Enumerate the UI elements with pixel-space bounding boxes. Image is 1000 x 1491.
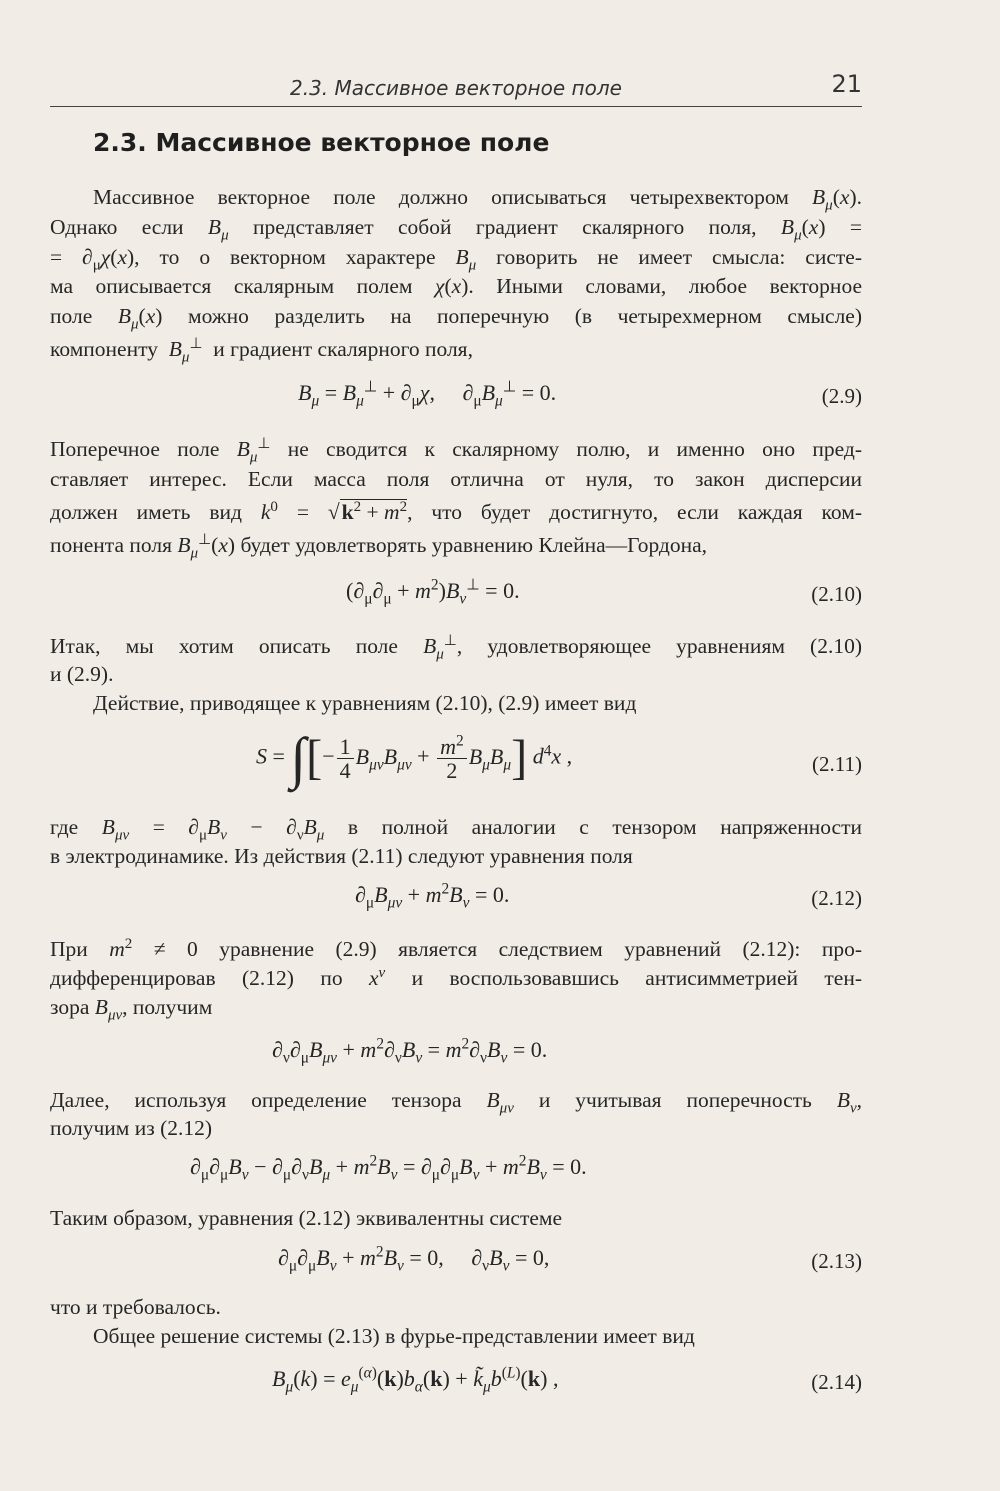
equation-2-10-formula: $(\partial_\mu\partial_\mu + m^2)B_\nu^\perp = 0$. <box>346 576 520 608</box>
equation-2-13 <box>50 1245 862 1285</box>
header-rule <box>50 106 862 107</box>
para2-line4: понента поля $B_\mu^\perp(x)$ будет удовлетворять уравнению Клейна—Гордона, <box>50 531 708 562</box>
para5-line1: где $B_{\mu\nu} = \partial_\mu B_\nu - \partial_\nu B_\mu$ в полной аналогии с тензором напряженности <box>50 815 862 844</box>
para1-line2: Однако если $B_\mu$ представляет собой градиент скалярного поля, $B_\mu(x)$ = <box>50 215 862 244</box>
para2-line1: Поперечное поле $B_\mu^\perp$ не сводится к скалярному полю, и именно оно пред- <box>50 435 863 466</box>
equation-number: (2.11) <box>812 752 862 776</box>
para2-line2: ставляет интерес. Если масса поля отлична от нуля, то закон дисперсии <box>50 467 862 491</box>
running-title: 2.3. Массивное векторное поле <box>290 76 622 100</box>
equation-2-12-formula: $\partial_\mu B_{\mu\nu} + m^2B_\nu = 0$. <box>355 880 510 912</box>
para1-line3: = $\partial_\mu\chi(x)$, то о векторном характере $B_\mu$ говорить не имеет смысла: систе- <box>50 245 862 274</box>
equation-2-11 <box>50 727 862 800</box>
equation-number: (2.9) <box>821 384 862 408</box>
equation-unnumbered-2-formula: $\partial_\mu\partial_\mu B_\nu - \partial_\mu\partial_\nu B_\mu + m^2B_\nu = \partial_\mu\partial_\mu B_\nu + m^2B_\nu = 0$. <box>190 1152 587 1184</box>
equation-unnumbered-1-formula: $\partial_\nu\partial_\mu B_{\mu\nu} + m^2\partial_\nu B_\nu = m^2\partial_\nu B_\nu = 0$. <box>272 1035 548 1067</box>
para2-line3: должен иметь вид $k^0 = √k^2 + m^2$, что будет достигнуто, если каждая ком- <box>50 498 862 524</box>
para1-line5: поле $B_\mu(x)$ можно разделить на поперечную (в четырехмерном смысле) <box>50 304 863 333</box>
para6-line3: зора $B_{\mu\nu}$, получим <box>50 995 213 1024</box>
equation-unnumbered-2 <box>50 1154 862 1194</box>
para9-line1: что и требовалось. <box>50 1295 221 1319</box>
para6-line2: дифференцировав (2.12) по $x^\nu$ и воспользовавшись антисимметрией тен- <box>50 964 863 990</box>
equation-2-9 <box>50 380 862 420</box>
para9-line2: Общее решение системы (2.13) в фурье-представлении имеет вид <box>93 1324 695 1348</box>
equation-unnumbered-1 <box>50 1037 862 1077</box>
para7-line1: Далее, используя определение тензора $B_{\mu\nu}$ и учитывая поперечность $B_\nu$, <box>50 1088 863 1117</box>
equation-number: (2.10) <box>811 582 862 606</box>
equation-2-10 <box>50 578 862 618</box>
equation-number: (2.13) <box>811 1249 862 1273</box>
equation-number: (2.12) <box>811 886 862 910</box>
section-title: 2.3. Массивное векторное поле <box>93 128 550 157</box>
equation-2-12 <box>50 882 862 922</box>
page-number: 21 <box>831 70 862 98</box>
equation-2-14-formula: $B_\mu(k) = e_\mu^{(\alpha)}(k)b_\alpha(k)$ + $k̃_\mu b^{(L)}(k)$ , <box>272 1364 559 1396</box>
para7-line2: получим из (2.12) <box>50 1116 213 1140</box>
equation-2-11-formula: S = ∫[− $\frac{1}{4}$ $B_{\mu\nu}B_{\mu\nu}$ + $\frac{m^2}{2}$ $B_\mu B_\mu$] $d^4x$ , <box>256 727 573 790</box>
para3-line2: и (2.9). <box>50 662 114 686</box>
para1-line6: компоненту $B_\mu^\perp$ и градиент скалярного поля, <box>50 335 473 366</box>
equation-2-14 <box>50 1366 862 1406</box>
para5-line2: в электродинамике. Из действия (2.11) следуют уравнения поля <box>50 844 633 868</box>
para6-line1: При $m^2 \ne 0$ уравнение (2.9) является следствием уравнений (2.12): про- <box>50 935 862 961</box>
equation-2-9-formula: $B_\mu = B_\mu^\perp + \partial_\mu\chi$, $\partial_\mu B_\mu^\perp = 0$. <box>298 378 557 410</box>
para1-line1: Массивное векторное поле должно описываться четырехвектором $B_\mu(x)$. <box>93 185 862 214</box>
running-head <box>50 70 862 106</box>
para1-line4: ма описывается скалярным полем χ(x). Иными словами, любое векторное <box>50 274 862 298</box>
equation-number: (2.14) <box>811 1370 862 1394</box>
para4-line1: Действие, приводящее к уравнениям (2.10), (2.9) имеет вид <box>93 691 637 715</box>
equation-2-13-formula: $\partial_\mu\partial_\mu B_\nu + m^2B_\nu = 0$, $\partial_\nu B_\nu = 0$, <box>278 1243 550 1275</box>
para8-line1: Таким образом, уравнения (2.12) эквивалентны системе <box>50 1206 563 1230</box>
para3-line1: Итак, мы хотим описать поле $B_\mu^\perp$, удовлетворяющее уравнениям (2.10) <box>50 632 862 663</box>
